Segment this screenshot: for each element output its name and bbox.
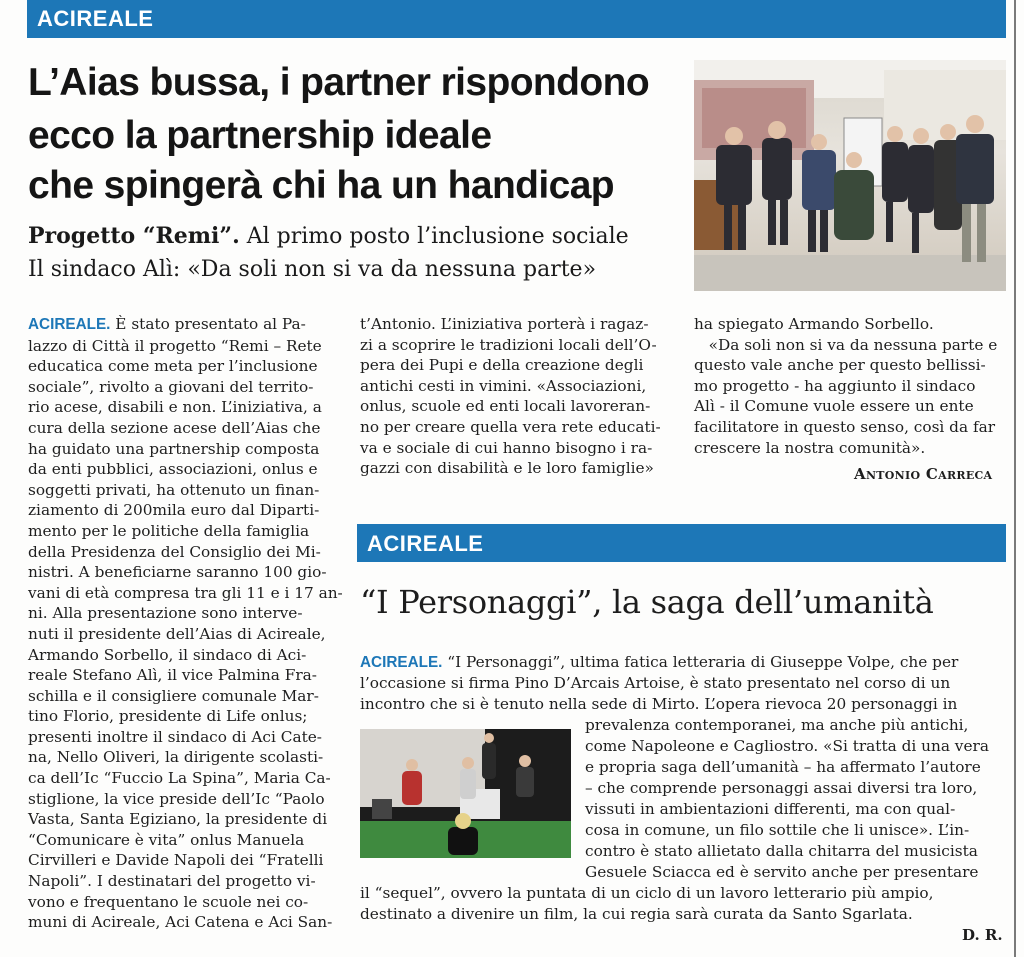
subheadline-line-1 (28, 221, 629, 252)
group-photo-image (694, 60, 1006, 291)
article-2-headline: “I Personaggi”, la saga dell’umanità (360, 583, 934, 621)
article-line: soggetti privati, ha ottenuto un finan- (28, 480, 320, 499)
article-line: Cirvilleri e Davide Napoli dei “Fratelli (28, 851, 324, 870)
subheadline-line-2: Il sindaco Alì: «Da soli non si va da nessuna parte» (28, 257, 597, 282)
article-line: va e sociale di cui hanno bisogno i ra- (360, 438, 653, 457)
article-line: onlus, scuole ed enti locali lavoreran- (360, 397, 651, 416)
article-line: vono e frequentano le scuole nei co- (28, 892, 309, 911)
article-line: ni. Alla presentazione sono interve- (28, 604, 303, 623)
article-line: ha guidato una partnership composta (28, 439, 320, 458)
article-line: “Comunicare è vita” onlus Manuela (28, 830, 305, 849)
article-line: t’Antonio. L’iniziativa porterà i ragaz- (360, 315, 649, 333)
headline-line-3: che spingerà chi ha un handicap (28, 164, 615, 207)
article-2-line: – che comprende personaggi assai diversi tra loro, (585, 779, 978, 797)
article-line: antichi cesti in vimini. «Associazioni, (360, 376, 647, 395)
article-line: nistri. A beneficiarne saranno 100 gio- (28, 563, 327, 582)
article-line: mo progetto - ha aggiunto il sindaco (694, 376, 976, 395)
article-line: lazzo di Città il progetto “Remi – Rete (28, 336, 322, 355)
article-2-line: vissuti in ambientazioni differenti, ma con qual- (585, 800, 956, 818)
article-line: questo vale anche per questo bellissi- (694, 356, 986, 375)
article-line: educatica come meta per l’inclusione (28, 357, 318, 376)
article-byline: Antonio Carreca (854, 465, 993, 483)
article-2-line: contro è stato allietato dalla chitarra del musicista (585, 842, 978, 860)
article-line: reale Stefano Alì, il vice Palmina Fra- (28, 666, 317, 685)
article-line: «Da soli non si va da nessuna parte e (694, 335, 998, 354)
article-2-kicker: ACIREALE. (360, 654, 443, 671)
article-line: na, Nello Oliveri, la dirigente scolasti- (28, 748, 324, 767)
article-2-line: il “sequel”, ovvero la puntata di un ciclo di un lavoro letterario più ampio, (360, 884, 934, 902)
article-line: facilitatore in questo senso, così da far (694, 417, 996, 436)
article-line: da enti pubblici, associazioni, onlus e (28, 460, 318, 479)
article-line: rio acese, disabili e non. L’iniziativa, a (28, 398, 322, 417)
article-column-3 (694, 314, 1006, 458)
article-2-signature: D. R. (962, 926, 1003, 944)
article-column-2 (360, 314, 674, 479)
article-line: cura della sezione acese dell’Aias che (28, 418, 321, 437)
section-header-acireale: ACIREALE (27, 0, 1006, 38)
article-line: ha spiegato Armando Sorbello. (694, 315, 934, 333)
article-line: no per creare quella vera rete educati- (360, 417, 661, 436)
article-2-line: e propria saga dell’umanità – ha affermato l’autore (585, 758, 981, 776)
presentation-photo-image (360, 729, 571, 858)
article-column-1 (28, 314, 344, 933)
group-photo (694, 60, 1006, 291)
article-line: sociale”, rivolto a giovani del territo- (28, 377, 314, 396)
article-2-line: Gesuele Sciacca ed è servito anche per presentare (585, 863, 979, 881)
article-line: della Presidenza del Consiglio dei Mi- (28, 542, 321, 561)
headline-line-1: L’Aias bussa, i partner rispondono (28, 61, 650, 104)
article-2-line: come Napoleone e Cagliostro. «Si tratta di una vera (585, 737, 989, 755)
article-line-text: È stato presentato al Pa- (110, 315, 306, 333)
subheadline-rest: Al primo posto l’inclusione sociale (239, 224, 629, 249)
article-2-line (360, 652, 958, 674)
article-line: stiglione, la vice preside dell’Ic “Paolo (28, 789, 325, 808)
article-line: zi a scoprire le tradizioni locali dell’O- (360, 335, 657, 354)
article-line: Vasta, Santa Egiziano, la presidente di (28, 810, 328, 829)
article-2-line: cosa in comune, un filo sottile che li unisce». L’in- (585, 821, 970, 839)
article-line: Alì - il Comune vuole essere un ente (694, 397, 974, 416)
article-line: tino Florio, presidente di Life onlus; (28, 707, 308, 726)
article-2-line: destinato a divenire un film, la cui regia sarà curata da Santo Sgarlata. (360, 905, 913, 923)
article-line: presenti inoltre il sindaco di Aci Cate- (28, 727, 322, 746)
article-line: Armando Sorbello, il sindaco di Aci- (28, 645, 307, 664)
article-2-line: incontro che si è tenuto nella sede di Mirto. L’opera rievoca 20 personaggi in (360, 695, 958, 713)
subheadline-bold: Progetto “Remi”. (28, 223, 240, 249)
article-kicker: ACIREALE. (28, 316, 111, 333)
article-line: muni di Acireale, Aci Catena e Aci San- (28, 913, 333, 932)
article-line: mento per le politiche della famiglia (28, 521, 310, 540)
headline-line-2: ecco la partnership ideale (28, 114, 492, 157)
article-line: ziamento di 200mila euro dal Diparti- (28, 501, 320, 520)
article-2-line: prevalenza contemporanei, ma anche più antichi, (585, 716, 969, 734)
article-line: vani di età compresa tra gli 11 e i 17 an- (28, 583, 343, 602)
article-line: crescere la nostra comunità». (694, 438, 926, 457)
page-edge-rule (1014, 0, 1016, 957)
article-2-line-text: “I Personaggi”, ultima fatica letteraria di Giuseppe Volpe, che per (442, 653, 959, 671)
article-line: nuti il presidente dell’Aias di Acireale, (28, 624, 326, 643)
article-line: gazzi con disabilità e le loro famiglie» (360, 459, 654, 478)
presentation-photo (360, 729, 571, 858)
article-line: schilla e il consigliere comunale Mar- (28, 686, 319, 705)
article-line: Napoli”. I destinatari del progetto vi- (28, 872, 316, 891)
article-line: pera dei Pupi e della creazione degli (360, 356, 644, 375)
article-line (28, 314, 344, 336)
section-header-acireale-2: ACIREALE (357, 524, 1006, 562)
article-2-line: l’occasione si firma Pino D’Arcais Artoise, è stato presentato nel corso di un (360, 674, 951, 692)
article-line: ca dell’Ic “Fuccio La Spina”, Maria Ca- (28, 769, 331, 788)
